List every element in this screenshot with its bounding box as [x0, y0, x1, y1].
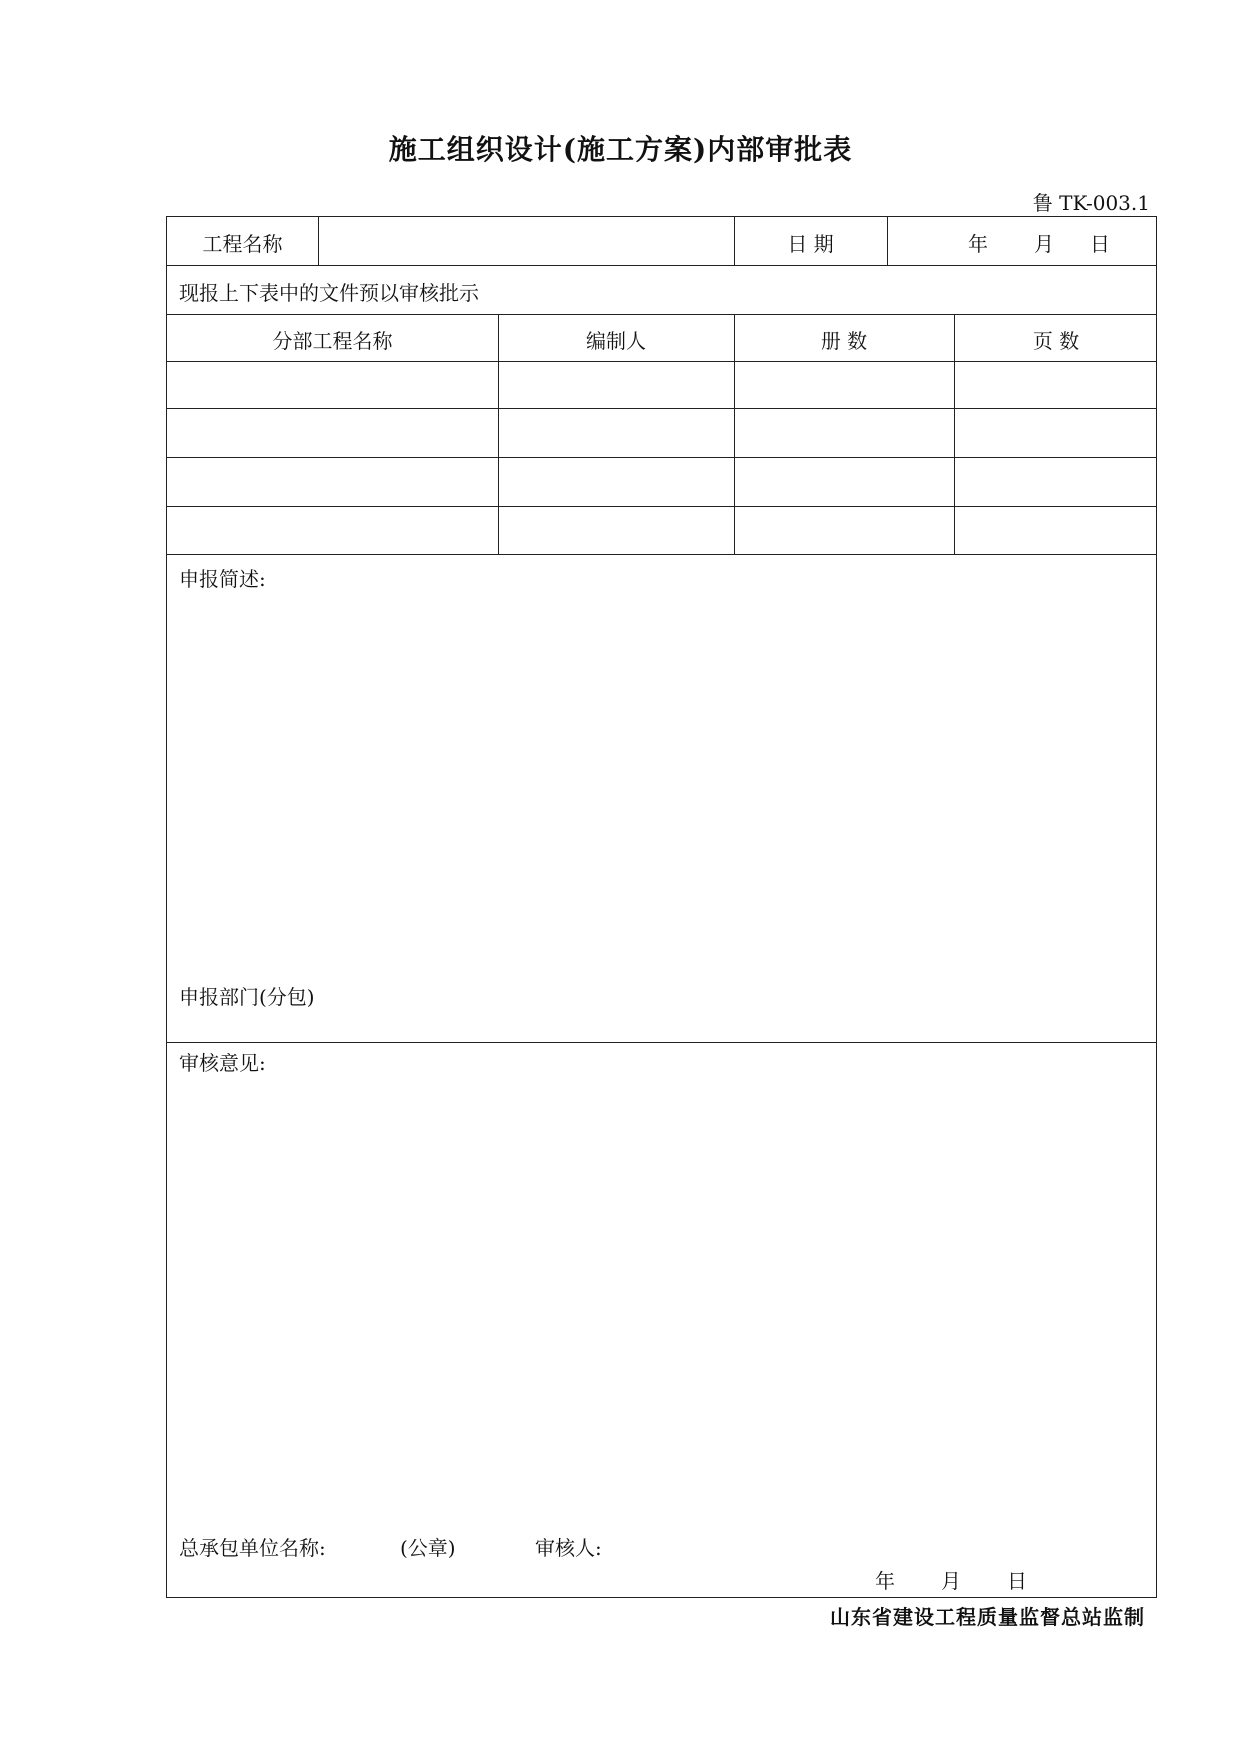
divider — [167, 1042, 1156, 1043]
column-header: 分部工程名称 — [272, 329, 393, 353]
review-year-label: 年 — [875, 1569, 895, 1593]
table-cell[interactable] — [500, 460, 732, 504]
table-cell[interactable] — [169, 411, 496, 455]
table-cell[interactable] — [956, 364, 1156, 406]
table-cell[interactable] — [169, 460, 496, 504]
table-cell[interactable] — [736, 364, 952, 406]
review-opinion-field[interactable] — [179, 1077, 1145, 1437]
table-cell[interactable] — [500, 509, 732, 552]
table-row — [167, 409, 1158, 457]
instruction-text: 现报上下表中的文件预以审核批示 — [179, 281, 479, 305]
contractor-name-label: 总承包单位名称: — [179, 1536, 326, 1560]
submission-summary-field[interactable] — [179, 593, 1145, 973]
supervising-authority: 山东省建设工程质量监督总站监制 — [830, 1605, 1145, 1629]
column-header: 册 数 — [820, 329, 868, 353]
date-field[interactable] — [888, 218, 1157, 264]
table-cell[interactable] — [169, 364, 496, 406]
project-name-field[interactable] — [319, 218, 733, 264]
table-row — [167, 362, 1158, 408]
table-row — [167, 507, 1158, 554]
date-label: 日 期 — [787, 232, 834, 256]
table-cell[interactable] — [736, 509, 952, 552]
date-month-label: 月 — [1034, 232, 1054, 256]
table-cell[interactable] — [956, 411, 1156, 455]
table-cell[interactable] — [956, 460, 1156, 504]
table-cell[interactable] — [736, 411, 952, 455]
date-day-label: 日 — [1090, 232, 1110, 256]
column-header: 编制人 — [586, 329, 646, 353]
document-title: 施工组织设计(施工方案)内部审批表 — [388, 133, 853, 166]
table-cell[interactable] — [500, 364, 732, 406]
table-cell[interactable] — [500, 411, 732, 455]
official-seal-label: (公章) — [400, 1536, 456, 1560]
approval-form-table — [166, 216, 1157, 1598]
table-cell[interactable] — [736, 460, 952, 504]
date-year-label: 年 — [968, 232, 988, 256]
column-header: 页 数 — [1032, 329, 1080, 353]
project-name-label: 工程名称 — [202, 232, 283, 256]
divider — [167, 265, 1156, 266]
reviewer-label: 审核人: — [535, 1536, 602, 1560]
table-row — [167, 458, 1158, 506]
table-cell[interactable] — [956, 509, 1156, 552]
review-day-label: 日 — [1007, 1569, 1027, 1593]
form-code: 鲁 TK-003.1 — [1032, 191, 1150, 215]
divider — [167, 314, 1156, 315]
submission-summary-label: 申报简述: — [179, 567, 266, 591]
divider — [167, 554, 1156, 555]
review-month-label: 月 — [941, 1569, 961, 1593]
submission-department-label: 申报部门(分包) — [179, 985, 315, 1009]
table-cell[interactable] — [169, 509, 496, 552]
review-opinion-label: 审核意见: — [179, 1051, 266, 1075]
